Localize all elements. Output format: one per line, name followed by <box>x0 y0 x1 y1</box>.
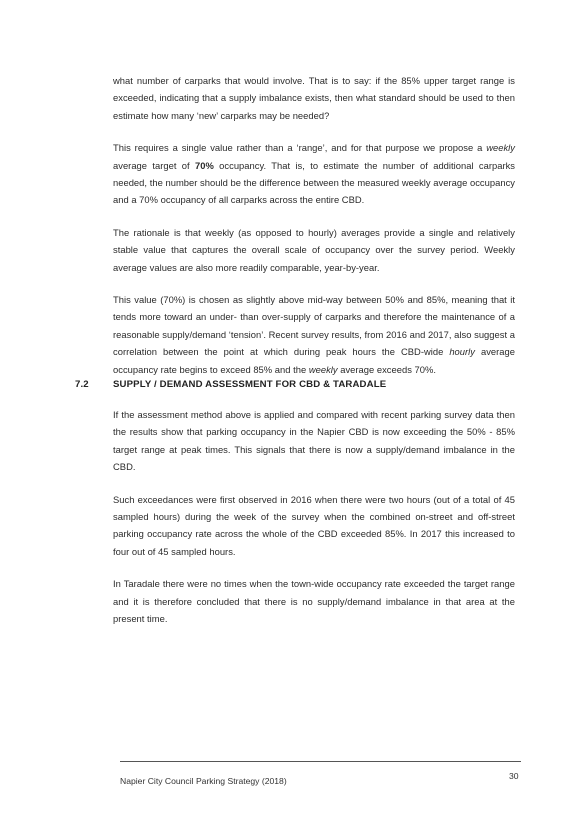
section-body-7-2 <box>113 406 515 642</box>
emphasis-weekly: weekly <box>486 142 515 154</box>
footer-document-title: Napier City Council Parking Strategy (2018) <box>120 776 287 786</box>
section-title: SUPPLY / DEMAND ASSESSMENT FOR CBD & TARADALE <box>113 379 387 390</box>
paragraph-text: If the assessment method above is applied and compared with recent parking survey data then the results show that parking occupancy in the Napier CBD is now exceeding the 50% - 85% target range at peak times. This signals that there is now a supply/demand imbalance in the CBD. <box>113 409 515 473</box>
paragraph-assessment-applied <box>113 406 515 476</box>
footer-divider <box>120 761 521 762</box>
paragraph-weekly-target <box>113 139 515 209</box>
paragraph-exceedances <box>113 491 515 561</box>
paragraph-rationale <box>113 224 515 276</box>
paragraph-text: what number of carparks that would involve. That is to say: if the 85% upper target range is exceeded, indicating that a supply imbalance exists, then what standard should be used to then estimate how many ‘new’ carparks may be needed? <box>113 75 515 121</box>
paragraph-value-chosen <box>113 291 515 378</box>
emphasis-hourly: hourly <box>449 346 475 358</box>
paragraph-taradale <box>113 575 515 627</box>
paragraph-text: average exceeds 70%. <box>337 363 436 375</box>
paragraph-text: average target of <box>113 159 195 171</box>
paragraph-text: The rationale is that weekly (as opposed to hourly) averages provide a single and relatively stable value that captures the overall scale of occupancy over the survey period. Weekly average values are also more readily comparable, year-by-year. <box>113 226 515 273</box>
paragraph-text: In Taradale there were no times when the town-wide occupancy rate exceeded the target range and it is therefore concluded that there is no supply/demand imbalance in that area at the present time. <box>113 578 515 625</box>
paragraph-text: This value (70%) is chosen as slightly above mid-way between 50% and 85%, meaning that it tends more toward an under- than over-supply of carparks and therefore the maintenance of a reasonable supply/demand ‘tension’. Recent survey results, from 2016 and 2017, also suggest a correlation between the point at which during peak hours the CBD-wide <box>113 294 515 358</box>
paragraph-text: Such exceedances were first observed in 2016 when there were two hours (out of a total of 45 sampled hours) during the week of the survey when the combined on-street and off-street parking occupancy rate across the whole of the CBD exceeded 85%. In 2017 this increased to four out of 45 sampled hours. <box>113 493 515 557</box>
emphasis-70-percent: 70% <box>195 159 214 171</box>
page-number: 30 <box>509 771 519 781</box>
paragraph-text: average occupancy rate begins to exceed 85% and the <box>113 346 515 375</box>
section-number: 7.2 <box>75 379 89 390</box>
paragraph-text: occupancy. That is, to estimate the number of additional carparks needed, the number should be the difference between the measured weekly average occupancy and a 70% occupancy of all carparks across the entire CBD. <box>113 159 515 206</box>
paragraph-carparks-involved <box>113 72 515 124</box>
emphasis-weekly: weekly <box>308 363 338 375</box>
paragraph-text: This requires a single value rather than a ‘range’, and for that purpose we propose a <box>113 142 487 154</box>
section-body-7-1 <box>113 72 515 393</box>
